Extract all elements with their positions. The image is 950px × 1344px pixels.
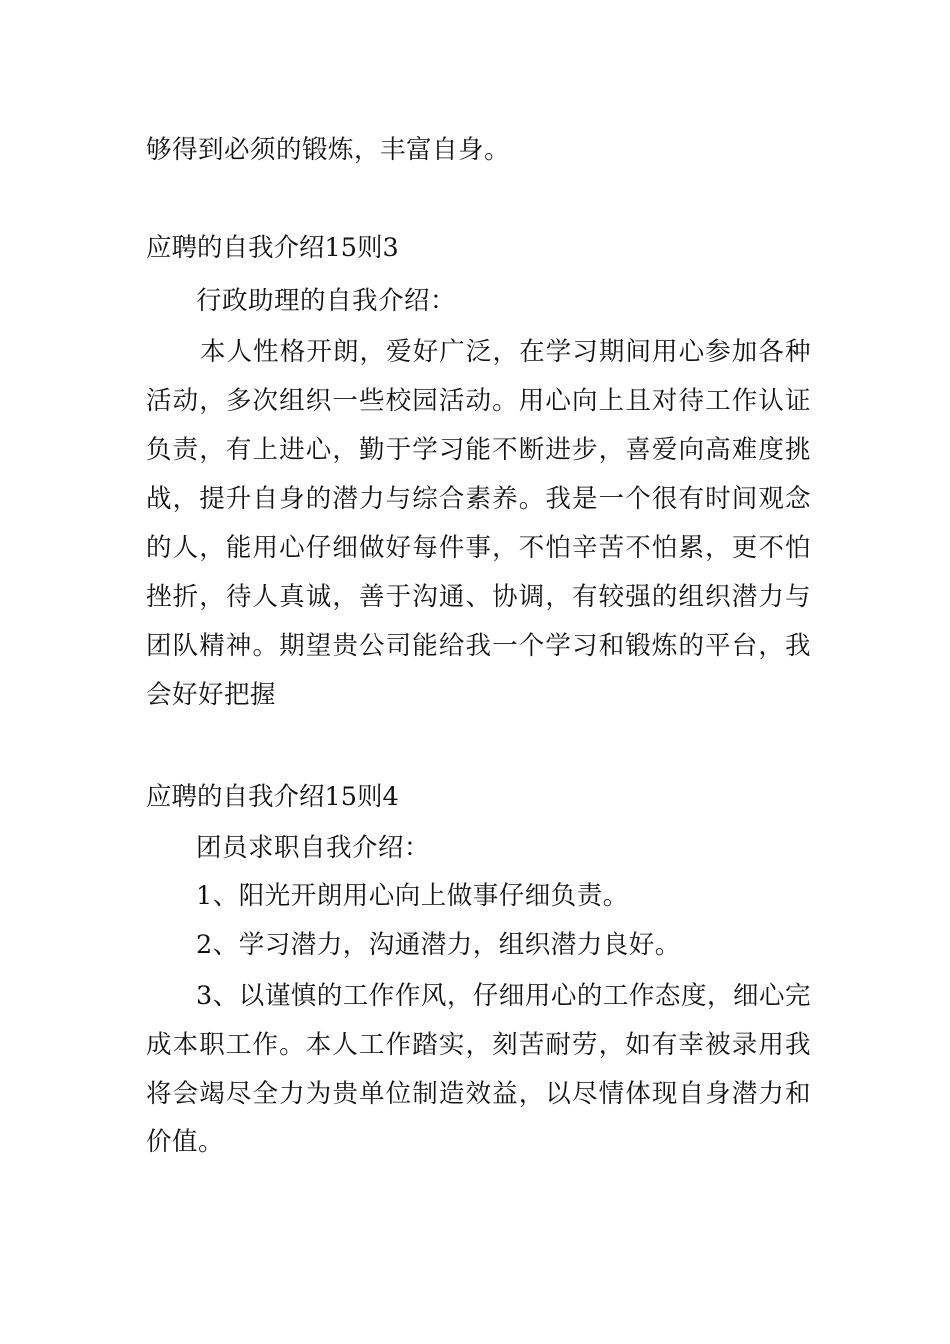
section-3-subtitle: 行政助理的自我介绍： xyxy=(196,286,457,316)
section-3-paragraph-line: 的人，能用心仔细做好每件事，不怕辛苦不怕累，更不怕 xyxy=(146,533,811,563)
section-3-paragraph-line: 负责，有上进心，勤于学习能不断进步，喜爱向高难度挑 xyxy=(146,435,811,465)
section-4-item-3-line: 3、以谨慎的工作作风，仔细用心的工作态度，细心完 xyxy=(196,981,811,1011)
section-3-paragraph-line: 会好好把握 xyxy=(146,680,277,710)
section-3-paragraph-line: 活动，多次组织一些校园活动。用心向上且对待工作认证 xyxy=(146,386,811,416)
section-3-paragraph-line: 战，提升自身的潜力与综合素养。我是一个很有时间观念 xyxy=(146,484,811,514)
section-4-item-3-line: 价值。 xyxy=(146,1127,225,1157)
section-4-heading: 应聘的自我介绍15则4 xyxy=(146,782,399,812)
section-3-paragraph-line: 本人性格开朗，爱好广泛，在学习期间用心参加各种 xyxy=(200,337,811,367)
section-3-paragraph-line: 挫折，待人真诚，善于沟通、协调，有较强的组织潜力与 xyxy=(146,582,811,612)
section-4-item-3-line: 将会竭尽全力为贵单位制造效益，以尽情体现自身潜力和 xyxy=(146,1079,811,1109)
section-4-item-1: 1、阳光开朗用心向上做事仔细负责。 xyxy=(196,881,629,911)
section-3-heading: 应聘的自我介绍15则3 xyxy=(146,233,399,263)
paragraph-continuation: 够得到必须的锻炼，丰富自身。 xyxy=(146,135,511,165)
section-4-item-2: 2、学习潜力，沟通潜力，组织潜力良好。 xyxy=(196,930,681,960)
section-4-subtitle: 团员求职自我介绍： xyxy=(196,833,431,863)
section-4-item-3-line: 成本职工作。本人工作踏实，刻苦耐劳，如有幸被录用我 xyxy=(146,1030,811,1060)
section-3-paragraph-line: 团队精神。期望贵公司能给我一个学习和锻炼的平台，我 xyxy=(146,631,811,661)
